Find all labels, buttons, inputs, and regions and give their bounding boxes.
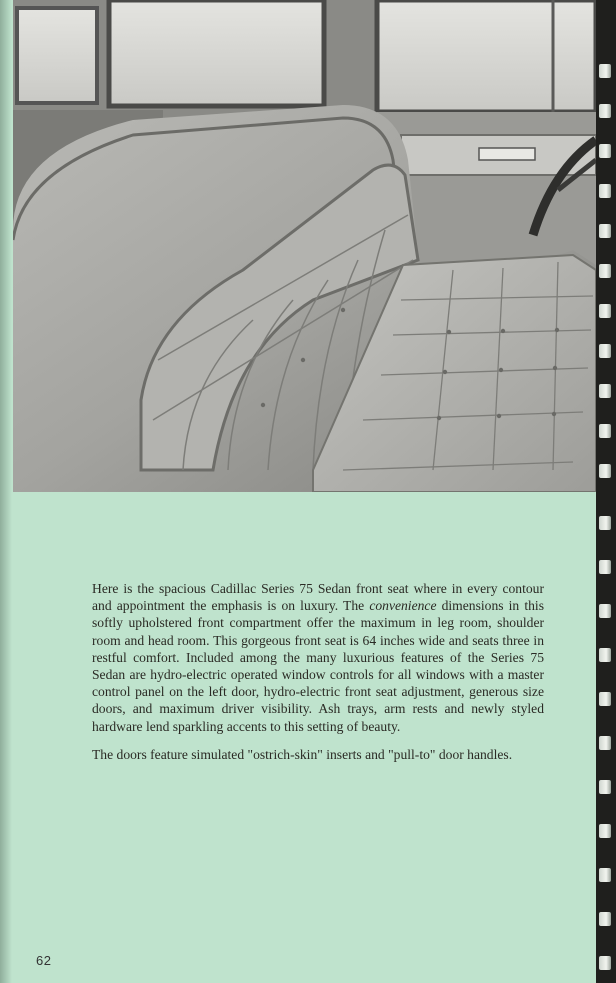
binding-ring	[599, 736, 611, 750]
binding-ring	[599, 464, 611, 478]
binding-ring	[599, 648, 611, 662]
binding-ring	[599, 912, 611, 926]
binding-ring	[599, 780, 611, 794]
binding-ring	[599, 604, 611, 618]
front-seat-illustration	[13, 0, 596, 492]
binding-ring	[599, 516, 611, 530]
paragraph1-text-a: Here is the spacious Cadillac Series 75 Sedan front seat where in every contour and appointment the emphasis is on luxury. The	[92, 581, 544, 614]
binding-ring	[599, 224, 611, 238]
binding-ring	[599, 560, 611, 574]
binding-ring	[599, 304, 611, 318]
paragraph-seat-description	[92, 580, 544, 735]
binding-ring	[599, 824, 611, 838]
binding-ring	[599, 104, 611, 118]
binding-ring	[599, 956, 611, 970]
binding-ring	[599, 692, 611, 706]
page-edge-shadow	[0, 0, 12, 983]
front-seat-photo	[13, 0, 596, 492]
page-number: 62	[36, 953, 52, 968]
binding-ring	[599, 344, 611, 358]
binding-ring	[599, 144, 611, 158]
paragraph1-italic-word: convenience	[369, 598, 437, 614]
binding-ring	[599, 64, 611, 78]
binding-ring	[599, 184, 611, 198]
binding-ring	[599, 384, 611, 398]
binding-ring	[599, 424, 611, 438]
binding-ring	[599, 868, 611, 882]
paragraph1-text-b: dimensions in this softly upholstered front compartment offer the maximum in leg room, shoulder room and head room. This gorgeous front seat is 64 inches wide and seats three in restful comfort. Included among the many luxurious features of the Series 75 Sedan are hydro-electric operated window controls for all windows with a master control panel on the left door, hydro-electric front seat adjustment, generous size doors, and maximum driver visibility. Ash trays, arm rests and newly styled hardware lend sparkling accents to this setting of beauty.	[92, 598, 544, 734]
paragraph-door-features: The doors feature simulated "ostrich-skin" inserts and "pull-to" door handles.	[92, 746, 513, 762]
binding-ring	[599, 264, 611, 278]
body-text	[92, 580, 544, 774]
spiral-binding	[596, 0, 616, 983]
